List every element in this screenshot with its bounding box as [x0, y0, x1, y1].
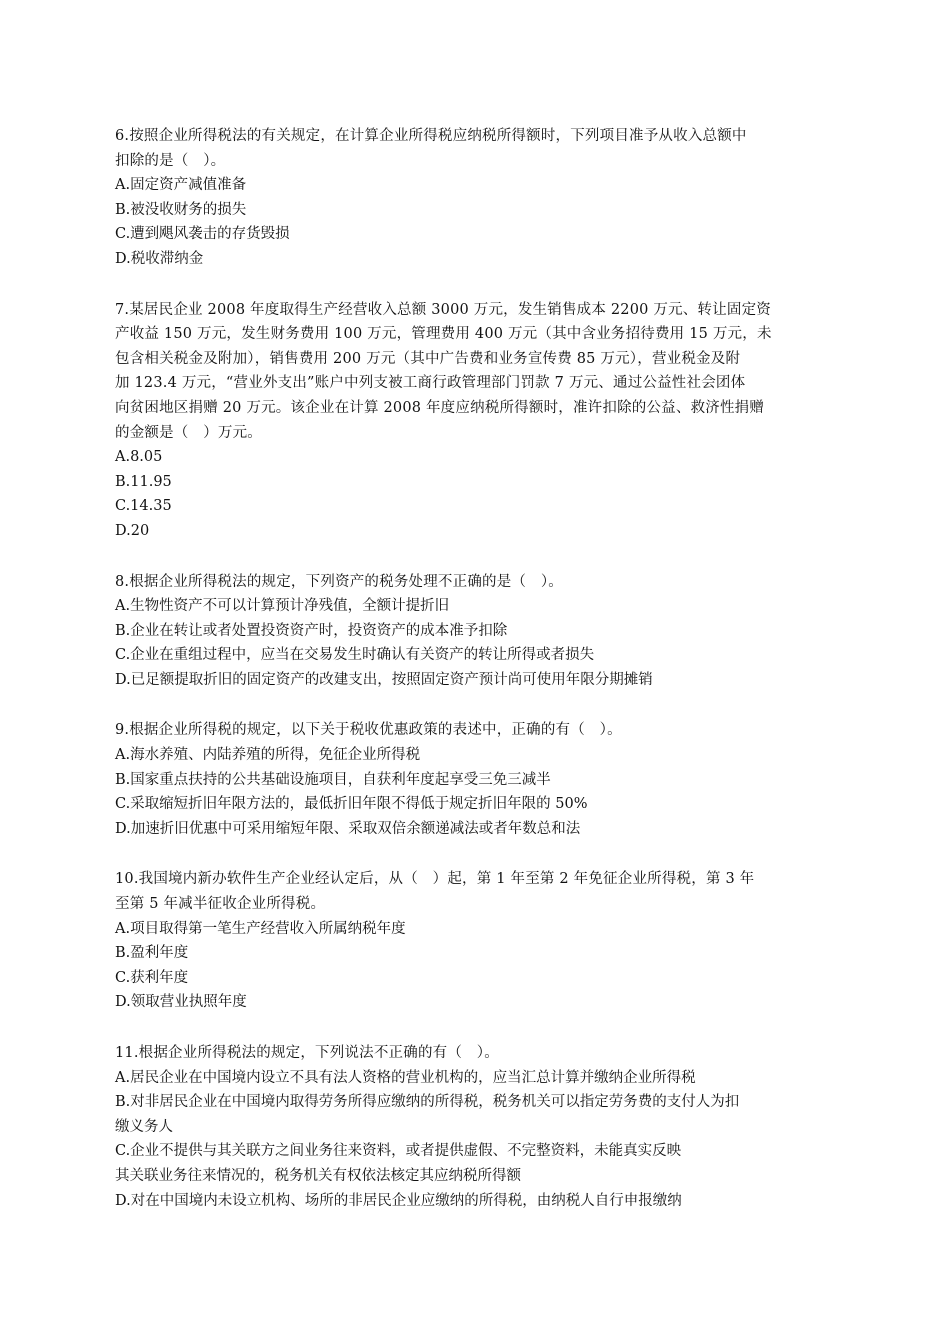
option-a: A.固定资产减值准备: [115, 177, 247, 194]
option-d: D.已足额提取折旧的固定资产的改建支出，按照固定资产预计尚可使用年限分期摊销: [115, 671, 653, 688]
option-d: D.加速折旧优惠中可采用缩短年限、采取双倍余额递减法或者年数总和法: [115, 820, 581, 837]
question-stem-line: 9.根据企业所得税的规定，以下关于税收优惠政策的表述中，正确的有（ ）。: [115, 722, 622, 739]
question-stem-line: 包含相关税金及附加），销售费用 200 万元（其中广告费和业务宣传费 85 万元），营业税金及附: [115, 350, 741, 367]
option-c: C.企业在重组过程中，应当在交易发生时确认有关资产的转让所得或者损失: [115, 647, 595, 664]
option-a: A.8.05: [115, 449, 163, 466]
option-c-continued: 其关联业务往来情况的，税务机关有权依法核定其应纳税所得额: [115, 1167, 521, 1184]
option-d: D.领取营业执照年度: [115, 994, 247, 1011]
question-stem-line: 6.按照企业所得税法的有关规定，在计算企业所得税应纳税所得额时，下列项目准予从收入总额中: [115, 128, 747, 144]
option-a: A.生物性资产不可以计算预计净残值，全额计提折旧: [115, 598, 450, 615]
option-d: D.对在中国境内未设立机构、场所的非居民企业应缴纳的所得税，由纳税人自行申报缴纳: [115, 1192, 682, 1209]
question-11: [115, 1041, 845, 1213]
option-a: A.海水养殖、内陆养殖的所得，免征企业所得税: [115, 747, 421, 764]
option-b: B.被没收财务的损失: [115, 201, 247, 218]
question-stem-line: 的金额是（ ）万元。: [115, 424, 262, 441]
question-spacer: [115, 1015, 845, 1041]
question-stem-line: 至第 5 年减半征收企业所得税。: [115, 896, 326, 913]
question-spacer: [115, 841, 845, 867]
option-b-continued: 缴义务人: [115, 1118, 173, 1135]
question-stem-line: 扣除的是（ ）。: [115, 152, 226, 169]
option-c: C.遭到飓风袭击的存货毁损: [115, 226, 290, 243]
question-stem-line: 11.根据企业所得税法的规定，下列说法不正确的有（ ）。: [115, 1045, 499, 1061]
question-8: [115, 570, 845, 693]
question-10: [115, 867, 845, 1015]
question-9: [115, 718, 845, 841]
option-b: B.盈利年度: [115, 945, 189, 962]
question-stem-line: 向贫困地区捐赠 20 万元。该企业在计算 2008 年度应纳税所得额时，准许扣除的公益、救济性捐赠: [115, 399, 765, 416]
option-c: C.企业不提供与其关联方之间业务往来资料，或者提供虚假、不完整资料，未能真实反映: [115, 1143, 682, 1160]
option-c: C.14.35: [115, 498, 172, 515]
option-b: B.国家重点扶持的公共基础设施项目，自获利年度起享受三免三减半: [115, 771, 551, 788]
option-b: B.企业在转让或者处置投资资产时，投资资产的成本准予扣除: [115, 622, 508, 639]
option-b: B.11.95: [115, 473, 172, 490]
option-b: B.对非居民企业在中国境内取得劳务所得应缴纳的所得税，税务机关可以指定劳务费的支付人为扣: [115, 1094, 740, 1111]
option-a: A.项目取得第一笔生产经营收入所属纳税年度: [115, 920, 406, 937]
question-6: [115, 124, 845, 272]
option-c: C.获利年度: [115, 969, 189, 986]
question-spacer: [115, 544, 845, 570]
question-stem-line: 加 123.4 万元，“营业外支出”账户中列支被工商行政管理部门罚款 7 万元、通过公益性社会团体: [115, 375, 746, 392]
question-spacer: [115, 692, 845, 718]
question-spacer: [115, 272, 845, 298]
document-page: [115, 124, 845, 1213]
question-stem-line: 10.我国境内新办软件生产企业经认定后，从（ ）起，第 1 年至第 2 年免征企业所得税，第 3 年: [115, 871, 755, 888]
question-stem-line: 8.根据企业所得税法的规定，下列资产的税务处理不正确的是（ ）。: [115, 573, 563, 590]
option-a: A.居民企业在中国境内设立不具有法人资格的营业机构的，应当汇总计算并缴纳企业所得税: [115, 1069, 696, 1086]
option-d: D.20: [115, 522, 150, 539]
option-c: C.采取缩短折旧年限方法的，最低折旧年限不得低于规定折旧年限的 50%: [115, 796, 588, 813]
question-stem-line: 产收益 150 万元，发生财务费用 100 万元，管理费用 400 万元（其中含业务招待费用 15 万元，未: [115, 326, 772, 343]
question-stem-line: 7.某居民企业 2008 年度取得生产经营收入总额 3000 万元，发生销售成本 2200 万元、转让固定资: [115, 301, 771, 318]
option-d: D.税收滞纳金: [115, 250, 204, 267]
question-7: [115, 298, 845, 544]
